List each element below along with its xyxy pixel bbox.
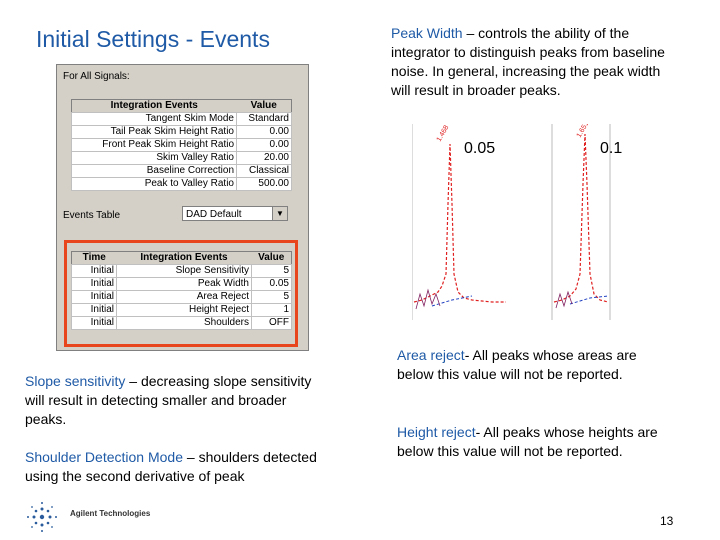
table-row[interactable] xyxy=(72,113,292,126)
events-table-highlight xyxy=(64,240,298,347)
slope-sensitivity-text: – decreasing slope sensitivity will result in detecting smaller and broader peaks. xyxy=(25,373,312,427)
dropdown-arrow-icon[interactable]: ▼ xyxy=(272,207,287,220)
value-cell[interactable]: 0.00 xyxy=(237,139,292,152)
table-row[interactable] xyxy=(72,152,292,165)
signals-events-table xyxy=(71,99,292,191)
shoulder-detection-text: – shoulders detected using the second derivative of peak xyxy=(25,449,317,484)
value-cell[interactable]: 5 xyxy=(252,265,292,278)
shoulder-detection-note xyxy=(25,448,330,486)
area-reject-term: Area reject xyxy=(397,347,465,363)
value-cell[interactable]: 1 xyxy=(252,304,292,317)
time-cell[interactable]: Initial xyxy=(72,304,117,317)
peak-width-text: – controls the ability of the integrator to distinguish peaks from baseline noise. In general, increasing the peak width will result in broader peaks. xyxy=(391,25,665,98)
svg-text:1.468: 1.468 xyxy=(435,124,451,143)
event-cell[interactable]: Peak Width xyxy=(117,278,252,291)
column-header: Integration Events xyxy=(72,100,237,113)
value-cell[interactable]: 0.05 xyxy=(252,278,292,291)
event-cell[interactable]: Skim Valley Ratio xyxy=(72,152,237,165)
page-number: 13 xyxy=(660,514,674,528)
for-all-signals-label: For All Signals: xyxy=(63,71,130,82)
events-table-label: Events Table xyxy=(63,210,121,221)
event-cell[interactable]: Slope Sensitivity xyxy=(117,265,252,278)
event-cell[interactable]: Area Reject xyxy=(117,291,252,304)
event-cell[interactable]: Tangent Skim Mode xyxy=(72,113,237,126)
table-row[interactable] xyxy=(72,165,292,178)
area-reject-text: - All peaks whose areas are below this value will not be reported. xyxy=(397,347,637,382)
slope-sensitivity-note xyxy=(25,372,325,429)
column-header: Value xyxy=(252,252,292,265)
slope-sensitivity-term: Slope sensitivity xyxy=(25,373,126,389)
chromatogram-peak-width-01 xyxy=(550,124,623,320)
chromatogram-peak-width-005 xyxy=(412,124,508,320)
column-header: Integration Events xyxy=(117,252,252,265)
height-reject-note xyxy=(397,423,667,461)
peak-width-term: Peak Width xyxy=(391,25,463,41)
shoulder-detection-term: Shoulder Detection Mode xyxy=(25,449,183,465)
value-cell[interactable]: 500.00 xyxy=(237,178,292,191)
value-cell[interactable]: 5 xyxy=(252,291,292,304)
value-cell[interactable]: OFF xyxy=(252,317,292,330)
logo-text: Agilent Technologies xyxy=(70,509,151,518)
events-table-select[interactable] xyxy=(182,206,288,221)
event-cell[interactable]: Tail Peak Skim Height Ratio xyxy=(72,126,237,139)
table-row[interactable] xyxy=(72,178,292,191)
event-cell[interactable]: Baseline Correction xyxy=(72,165,237,178)
svg-text:1.651: 1.651 xyxy=(575,124,591,139)
area-reject-note xyxy=(397,346,667,384)
column-header: Value xyxy=(237,100,292,113)
chart-label-right: 0.1 xyxy=(600,140,623,157)
value-cell[interactable]: Classical xyxy=(237,165,292,178)
value-cell[interactable]: 0.00 xyxy=(237,126,292,139)
table-row[interactable] xyxy=(72,139,292,152)
time-cell[interactable]: Initial xyxy=(72,265,117,278)
chart-label-left: 0.05 xyxy=(464,140,496,157)
agilent-logo xyxy=(22,500,162,539)
slide-title: Initial Settings - Events xyxy=(36,26,270,52)
value-cell[interactable]: Standard xyxy=(237,113,292,126)
time-cell[interactable]: Initial xyxy=(72,291,117,304)
event-cell[interactable]: Peak to Valley Ratio xyxy=(72,178,237,191)
event-cell[interactable]: Shoulders xyxy=(117,317,252,330)
column-header: Time xyxy=(72,252,117,265)
peak-width-note xyxy=(391,24,681,100)
time-cell[interactable]: Initial xyxy=(72,278,117,291)
height-reject-term: Height reject xyxy=(397,424,476,440)
event-cell[interactable]: Front Peak Skim Height Ratio xyxy=(72,139,237,152)
height-reject-text: - All peaks whose heights are below this value will not be reported. xyxy=(397,424,658,459)
events-table-value: DAD Default xyxy=(186,209,242,220)
value-cell[interactable]: 20.00 xyxy=(237,152,292,165)
table-row[interactable] xyxy=(72,126,292,139)
time-cell[interactable]: Initial xyxy=(72,317,117,330)
event-cell[interactable]: Height Reject xyxy=(117,304,252,317)
